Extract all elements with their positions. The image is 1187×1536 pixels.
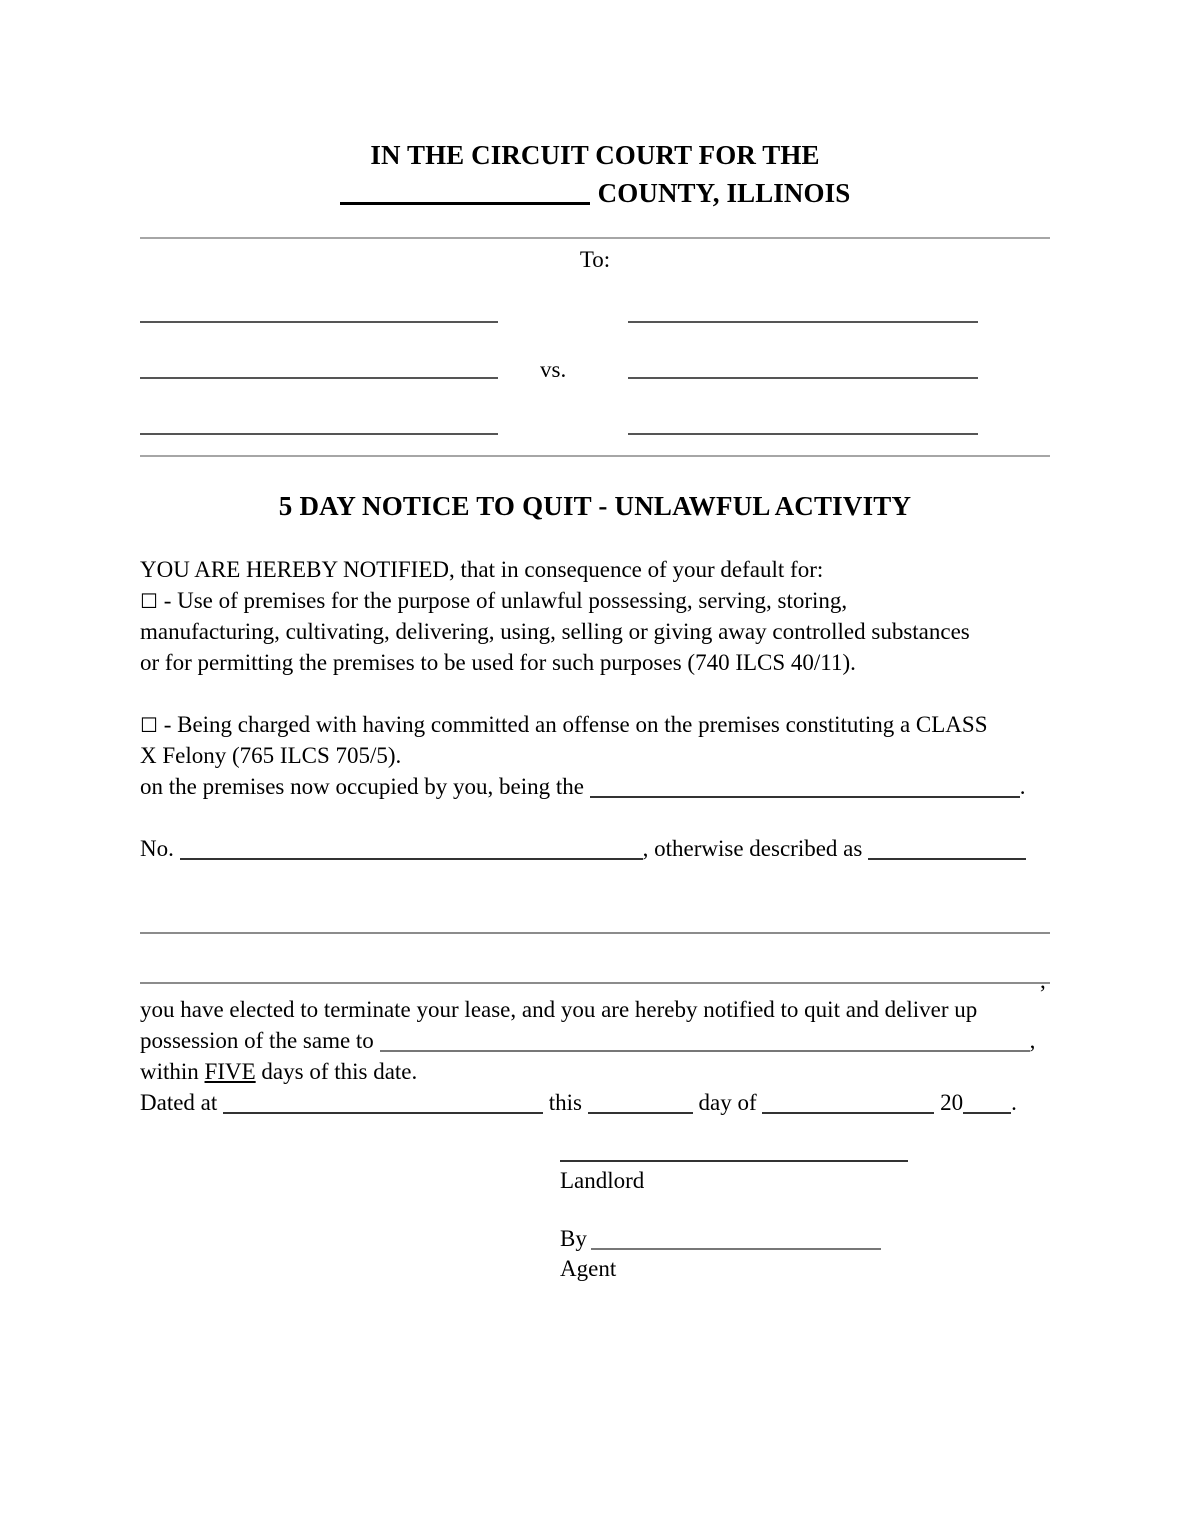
possession-line: [140, 1025, 1050, 1056]
court-header-line1: IN THE CIRCUIT COURT FOR THE: [370, 140, 820, 170]
caption-to-label: To:: [579, 246, 611, 272]
caption-row: [140, 329, 1050, 385]
dated-at-label: Dated at: [140, 1089, 218, 1115]
recipient-line-3[interactable]: [628, 433, 978, 435]
month-blank-field[interactable]: [762, 1112, 934, 1114]
year-blank-field[interactable]: [963, 1112, 1011, 1114]
court-header-line2: [140, 174, 1050, 212]
description-blank-row: [140, 894, 1050, 944]
option-2-paragraph: [140, 709, 1050, 740]
recipient-line-2[interactable]: [628, 377, 978, 379]
county-blank-field[interactable]: [340, 202, 590, 205]
document-content: [140, 0, 1050, 1118]
within-days-line: [140, 1056, 1050, 1087]
dated-at-blank-field[interactable]: [223, 1112, 543, 1114]
landlord-label: Landlord: [560, 1168, 645, 1193]
agent-signature-row: [560, 1224, 910, 1254]
caption-row: [140, 385, 1050, 441]
caption-row: [140, 277, 1050, 329]
caption-bottom-rule: [140, 455, 1050, 457]
court-header-line2-suffix: COUNTY, ILLINOIS: [597, 178, 851, 209]
plaintiff-line-1[interactable]: [140, 321, 498, 323]
paragraph-spacer: [140, 802, 1050, 833]
terminate-paragraph: you have elected to terminate your lease, and you are hereby notified to quit and deliver up: [140, 996, 978, 1022]
description-tail: ,: [1040, 967, 1046, 993]
agent-label: Agent: [560, 1256, 617, 1281]
otherwise-label: , otherwise described as: [642, 835, 863, 861]
dated-period: .: [1011, 1089, 1017, 1115]
signature-block: [560, 1160, 910, 1284]
checkbox-icon-option-1[interactable]: ☐: [140, 588, 158, 613]
caption-block: [140, 237, 1050, 457]
option-1-line-2: manufacturing, cultivating, delivering, using, selling or giving away controlled substances: [140, 618, 970, 644]
premises-line: [140, 771, 1050, 802]
option-1-line-3: or for permitting the premises to be used for such purposes (740 ILCS 40/11).: [140, 649, 856, 675]
within-suffix: days of this date.: [261, 1058, 418, 1084]
unit-number-line: [140, 833, 1050, 864]
page-title: 5 DAY NOTICE TO QUIT - UNLAWFUL ACTIVITY: [278, 490, 912, 521]
description-blank-field-2[interactable]: [140, 932, 1050, 934]
plaintiff-line-2[interactable]: [140, 377, 498, 379]
possession-blank-field[interactable]: [380, 1050, 1030, 1052]
description-blank-row: [140, 944, 1050, 994]
option-1-line-1: - Use of premises for the purpose of unlawful possessing, serving, storing,: [163, 587, 848, 613]
paragraph-spacer: [140, 678, 1050, 709]
this-label: this: [548, 1089, 582, 1115]
day-of-label: day of: [698, 1089, 757, 1115]
caption-vs-label: vs.: [540, 356, 567, 382]
plaintiff-line-3[interactable]: [140, 433, 498, 435]
checkbox-icon-option-2[interactable]: ☐: [140, 712, 158, 737]
possession-suffix: ,: [1029, 1027, 1036, 1053]
option-1-paragraph: [140, 585, 1050, 616]
description-blank-field-1[interactable]: [868, 858, 1026, 860]
within-prefix: within: [140, 1058, 199, 1084]
year-prefix: 20: [940, 1089, 964, 1115]
agent-signature-field[interactable]: [591, 1248, 881, 1250]
dated-at-line: [140, 1087, 1050, 1118]
premises-prefix: on the premises now occupied by you, being the: [140, 773, 584, 799]
option-2-line-2: X Felony (765 ILCS 705/5).: [140, 742, 402, 768]
description-blank-field-3[interactable]: [140, 982, 1050, 984]
premises-blank-field[interactable]: [590, 796, 1020, 798]
option-2-line-1: - Being charged with having committed an offense on the premises constituting a CLASS: [163, 711, 988, 737]
recipient-line-1[interactable]: [628, 321, 978, 323]
court-header: [140, 0, 1050, 213]
no-label: No.: [140, 835, 174, 861]
day-blank-field[interactable]: [588, 1112, 693, 1114]
document-body: [140, 554, 1050, 1118]
intro-paragraph: YOU ARE HEREBY NOTIFIED, that in consequence of your default for:: [140, 556, 824, 582]
possession-prefix: possession of the same to: [140, 1027, 374, 1053]
premises-suffix: .: [1019, 773, 1026, 799]
by-label: By: [560, 1226, 587, 1251]
within-emphasis: FIVE: [204, 1058, 256, 1084]
unit-number-blank-field[interactable]: [180, 858, 643, 860]
